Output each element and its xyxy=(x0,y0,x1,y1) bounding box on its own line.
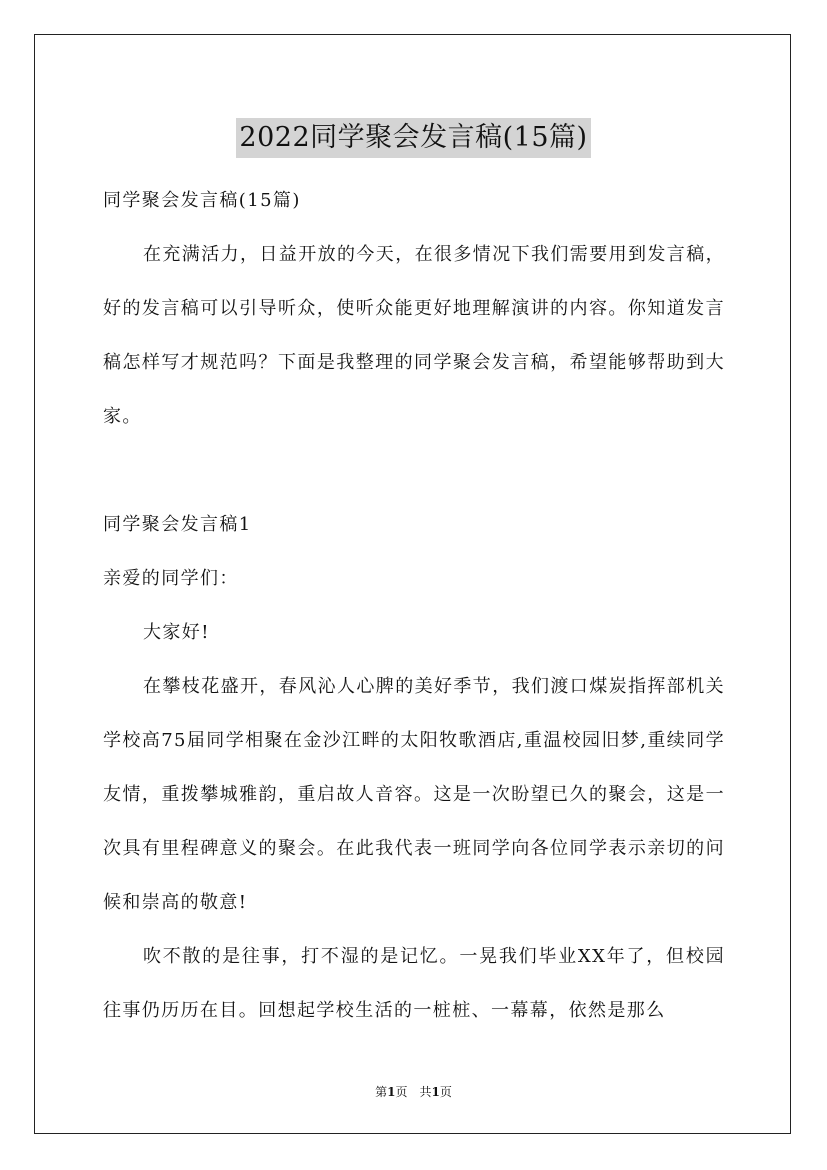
document-title: 2022同学聚会发言稿(15篇) xyxy=(236,118,590,158)
document-body xyxy=(103,174,725,1038)
paragraph-gap xyxy=(103,444,725,498)
body-paragraph-1: 在攀枝花盛开，春风沁人心脾的美好季节，我们渡口煤炭指挥部机关学校高75届同学相聚在金沙江畔的太阳牧歌酒店,重温校园旧梦,重续同学友情，重拨攀城雅韵，重启故人音容。这是一次盼望已久的聚会，这是一次具有里程碑意义的聚会。在此我代表一班同学向各位同学表示亲切的问候和崇高的敬意! xyxy=(103,676,725,913)
greeting: 大家好! xyxy=(143,622,210,643)
salutation: 亲爱的同学们： xyxy=(103,568,239,589)
footer-suffix: 页 xyxy=(439,1085,452,1099)
intro-paragraph: 在充满活力，日益开放的今天，在很多情况下我们需要用到发言稿，好的发言稿可以引导听众，使听众能更好地理解演讲的内容。你知道发言稿怎样写才规范吗？下面是我整理的同学聚会发言稿，希望能够帮助到大家。 xyxy=(103,244,725,427)
title-container xyxy=(0,100,827,176)
page-footer xyxy=(0,1084,827,1100)
footer-mid: 页 共 xyxy=(395,1085,432,1099)
subtitle: 同学聚会发言稿(15篇) xyxy=(103,190,301,211)
section-heading: 同学聚会发言稿1 xyxy=(103,514,252,535)
footer-current-page: 1 xyxy=(387,1085,396,1099)
footer-total-pages: 1 xyxy=(431,1085,440,1099)
body-paragraph-2: 吹不散的是往事，打不湿的是记忆。一晃我们毕业XX年了，但校园往事仍历历在目。回想起学校生活的一桩桩、一幕幕，依然是那么 xyxy=(103,946,725,1021)
footer-prefix: 第 xyxy=(375,1085,388,1099)
